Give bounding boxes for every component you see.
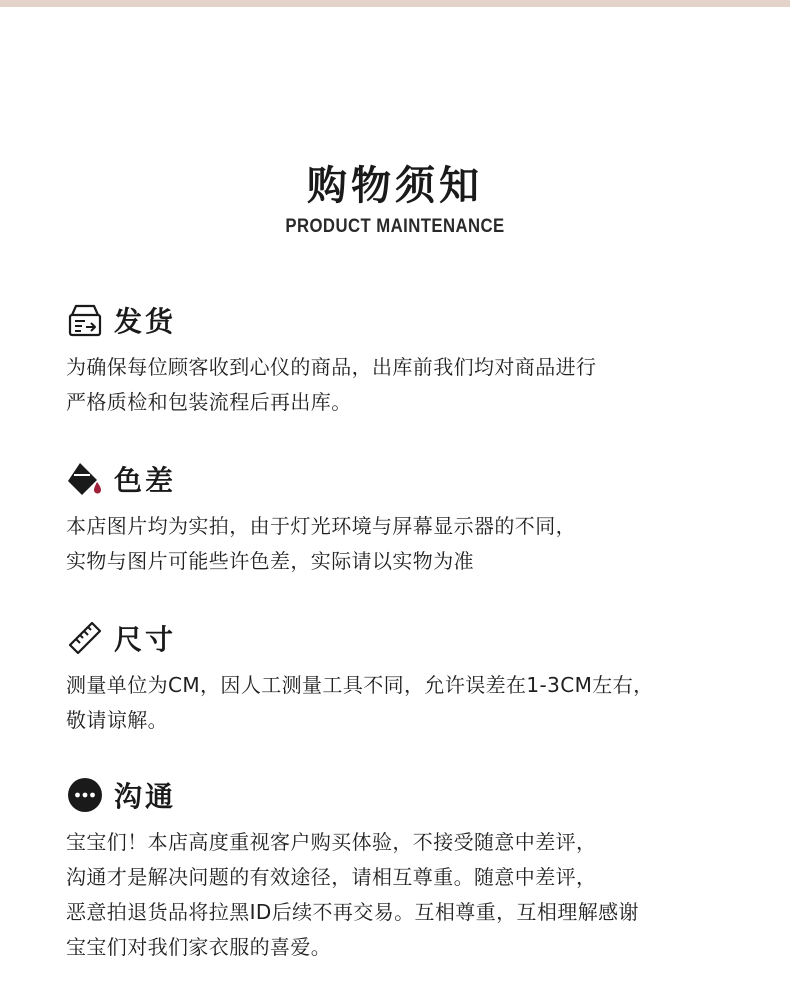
body-line: 测量单位为CM，因人工测量工具不同，允许误差在1-3CM左右， (66, 673, 654, 697)
section-title: 发货 (114, 305, 177, 338)
section-header (66, 457, 766, 501)
body-line: 宝宝们！本店高度重视客户购买体验，不接受随意中差评， (66, 830, 597, 854)
body-line: 严格质检和包装流程后再出库。 (66, 390, 352, 414)
section-color-difference (66, 457, 766, 579)
section-title: 色差 (114, 464, 177, 497)
section-title: 沟通 (114, 780, 177, 813)
ruler-icon (66, 619, 104, 657)
section-title: 尺寸 (114, 623, 177, 656)
body-line: 实物与图片可能些许色差，实际请以实物为准 (66, 549, 474, 573)
section-body (66, 509, 766, 579)
body-line: 本店图片均为实拍，由于灯光环境与屏幕显示器的不同， (66, 514, 576, 538)
section-shipping (66, 298, 766, 420)
section-header (66, 298, 766, 342)
body-line: 为确保每位顾客收到心仪的商品，出库前我们均对商品进行 (66, 355, 597, 379)
section-body (66, 668, 766, 738)
section-header (66, 616, 766, 660)
section-header (66, 773, 766, 817)
page-header (0, 160, 790, 238)
top-decorative-band (0, 0, 790, 7)
page-title: 购物须知 (307, 163, 483, 209)
body-line: 宝宝们对我们家衣服的喜爱。 (66, 935, 332, 959)
section-communication (66, 773, 766, 965)
page-subtitle: PRODUCT MAINTENANCE (285, 216, 505, 237)
chat-bubble-icon (66, 776, 104, 814)
body-line: 沟通才是解决问题的有效途径，请相互尊重。随意中差评， (66, 865, 597, 889)
body-line: 敬请谅解。 (66, 708, 168, 732)
shipping-box-icon (66, 301, 104, 339)
section-body (66, 350, 766, 420)
section-size (66, 616, 766, 738)
body-line: 恶意拍退货品将拉黑ID后续不再交易。互相尊重，互相理解感谢 (66, 900, 639, 924)
section-body (66, 825, 766, 965)
paint-bucket-icon (66, 460, 104, 498)
